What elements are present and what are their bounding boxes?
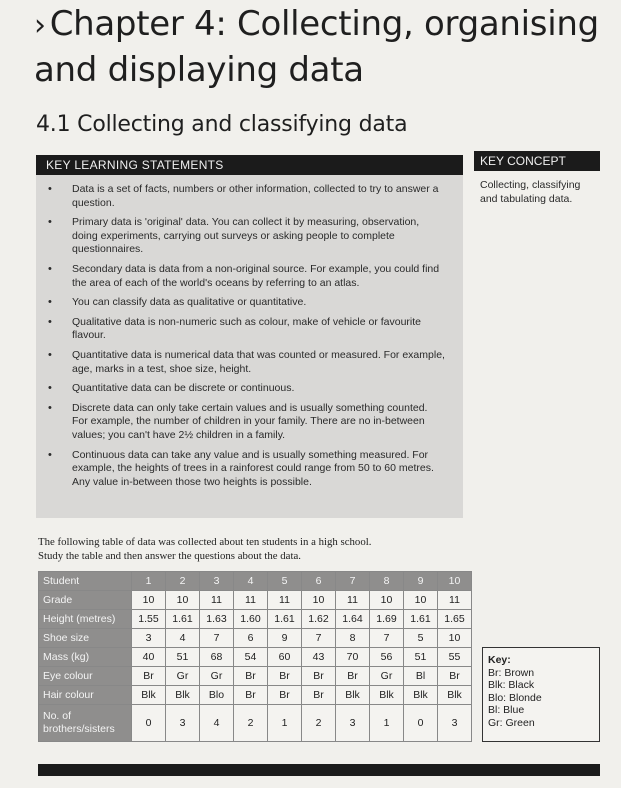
- table-cell: 1.55: [132, 610, 166, 629]
- list-item: • Primary data is 'original' data. You can collect it by measuring, observation, doing experiments, carrying out surveys or asking people to complete questionnaires.: [60, 216, 445, 257]
- table-cell: Gr: [370, 667, 404, 686]
- table-row: [39, 591, 472, 610]
- table-cell: 10: [302, 591, 336, 610]
- table-cell: 1.63: [200, 610, 234, 629]
- key-learning-box: [36, 155, 463, 518]
- table-cell: 3: [132, 629, 166, 648]
- table-cell: 8: [336, 629, 370, 648]
- row-label: Shoe size: [39, 629, 132, 648]
- table-row: [39, 610, 472, 629]
- table-cell: 40: [132, 648, 166, 667]
- table-cell: 4: [234, 572, 268, 591]
- table-cell: 43: [302, 648, 336, 667]
- table-cell: Gr: [200, 667, 234, 686]
- table-cell: 60: [268, 648, 302, 667]
- row-label: Height (metres): [39, 610, 132, 629]
- chapter-title-line2: and displaying data: [34, 50, 364, 90]
- table-cell: 1.60: [234, 610, 268, 629]
- table-cell: 70: [336, 648, 370, 667]
- table-cell: 0: [404, 705, 438, 742]
- table-cell: 4: [166, 629, 200, 648]
- table-cell: 1.62: [302, 610, 336, 629]
- table-cell: 1.65: [438, 610, 472, 629]
- table-cell: 10: [438, 629, 472, 648]
- key-entry: Gr: Green: [488, 716, 535, 729]
- key-legend: [482, 647, 600, 742]
- footer-bar: [38, 764, 600, 776]
- table-cell: 11: [336, 591, 370, 610]
- table-cell: 5: [404, 629, 438, 648]
- table-cell: 3: [336, 705, 370, 742]
- table-cell: Blk: [404, 686, 438, 705]
- table-cell: 1.61: [166, 610, 200, 629]
- table-cell: 1: [370, 705, 404, 742]
- list-item: • Secondary data is data from a non-original source. For example, you could find the area of each of the world's oceans by referring to an atlas.: [60, 263, 445, 290]
- key-concept-heading: KEY CONCEPT: [474, 151, 600, 171]
- list-item: • Data is a set of facts, numbers or other information, collected to try to answer a question.: [60, 183, 445, 210]
- key-title: Key:: [488, 654, 511, 666]
- table-cell: Br: [234, 686, 268, 705]
- table-cell: Br: [438, 667, 472, 686]
- table-cell: 51: [404, 648, 438, 667]
- table-cell: Blk: [132, 686, 166, 705]
- list-item: • Quantitative data is numerical data that was counted or measured. For example, age, marks in a test, shoe size, height.: [60, 349, 445, 376]
- table-cell: 3: [166, 705, 200, 742]
- intro-line1: The following table of data was collected about ten students in a high school.: [38, 536, 372, 548]
- chapter-title: [34, 2, 614, 92]
- table-cell: 3: [200, 572, 234, 591]
- row-label: Grade: [39, 591, 132, 610]
- table-cell: 2: [234, 705, 268, 742]
- table-cell: 3: [438, 705, 472, 742]
- table-intro: [38, 536, 468, 563]
- table-cell: 56: [370, 648, 404, 667]
- table-cell: 1.61: [404, 610, 438, 629]
- table-cell: Blk: [438, 686, 472, 705]
- table-cell: Gr: [166, 667, 200, 686]
- table-cell: Br: [336, 667, 370, 686]
- table-cell: 10: [438, 572, 472, 591]
- table-cell: 10: [132, 591, 166, 610]
- table-cell: 1.69: [370, 610, 404, 629]
- student-data-table: [38, 571, 472, 742]
- key-concept-text: Collecting, classifying and tabulating data.: [480, 179, 581, 205]
- table-cell: 7: [302, 629, 336, 648]
- key-learning-list: [36, 175, 463, 489]
- row-label: Hair colour: [39, 686, 132, 705]
- table-cell: 1.64: [336, 610, 370, 629]
- table-cell: Br: [234, 667, 268, 686]
- table-cell: 68: [200, 648, 234, 667]
- table-cell: 0: [132, 705, 166, 742]
- table-cell: 1: [268, 705, 302, 742]
- table-cell: 55: [438, 648, 472, 667]
- table-row: [39, 629, 472, 648]
- table-cell: 4: [200, 705, 234, 742]
- table-cell: 11: [438, 591, 472, 610]
- table-cell: 1: [132, 572, 166, 591]
- table-cell: 10: [166, 591, 200, 610]
- key-entry: Bl: Blue: [488, 704, 525, 717]
- key-entry: Blo: Blonde: [488, 691, 542, 704]
- table-cell: 10: [370, 591, 404, 610]
- table-cell: 2: [302, 705, 336, 742]
- table-cell: 11: [200, 591, 234, 610]
- key-entry: Blk: Black: [488, 679, 535, 692]
- table-cell: Blk: [370, 686, 404, 705]
- table-cell: 1.61: [268, 610, 302, 629]
- key-entry: Br: Brown: [488, 666, 535, 679]
- table-cell: Blk: [336, 686, 370, 705]
- table-cell: 6: [302, 572, 336, 591]
- table-cell: Blk: [166, 686, 200, 705]
- table-cell: 9: [268, 629, 302, 648]
- row-label: Mass (kg): [39, 648, 132, 667]
- intro-line2: Study the table and then answer the questions about the data.: [38, 549, 301, 562]
- table-cell: 54: [234, 648, 268, 667]
- chevron-right-icon: ›: [34, 8, 46, 43]
- table-cell: 11: [234, 591, 268, 610]
- table-cell: Br: [132, 667, 166, 686]
- table-cell: Br: [302, 667, 336, 686]
- list-item: • Continuous data can take any value and is usually something measured. For example, the heights of trees in a rainforest could range from 50 to 60 metres. Any value in-between those two heights is possible.: [60, 449, 445, 490]
- chapter-title-line1: Chapter 4: Collecting, organising: [49, 4, 599, 44]
- key-learning-heading: KEY LEARNING STATEMENTS: [36, 155, 463, 175]
- table-cell: 51: [166, 648, 200, 667]
- table-cell: Br: [302, 686, 336, 705]
- list-item: • Discrete data can only take certain values and is usually something counted. For example, the number of children in your family. There are no in-between values; you can't have 2½ children in a family.: [60, 402, 445, 443]
- row-label: No. of brothers/sisters: [39, 705, 132, 742]
- table-cell: 11: [268, 591, 302, 610]
- table-cell: Br: [268, 667, 302, 686]
- list-item: • Qualitative data is non-numeric such as colour, make of vehicle or favourite flavour.: [60, 316, 445, 343]
- table-cell: Br: [268, 686, 302, 705]
- table-cell: 6: [234, 629, 268, 648]
- table-cell: 2: [166, 572, 200, 591]
- row-label: Eye colour: [39, 667, 132, 686]
- table-row: [39, 686, 472, 705]
- table-cell: 8: [370, 572, 404, 591]
- table-cell: 9: [404, 572, 438, 591]
- table-cell: 7: [200, 629, 234, 648]
- list-item: • Quantitative data can be discrete or continuous.: [60, 382, 445, 396]
- section-title: 4.1 Collecting and classifying data: [36, 112, 408, 137]
- row-label: Student: [39, 572, 132, 591]
- table-cell: Blo: [200, 686, 234, 705]
- table-row: [39, 705, 472, 742]
- table-cell: Bl: [404, 667, 438, 686]
- list-item: • You can classify data as qualitative or quantitative.: [60, 296, 445, 310]
- table-cell: 5: [268, 572, 302, 591]
- table-cell: 7: [336, 572, 370, 591]
- table-cell: 7: [370, 629, 404, 648]
- table-row: [39, 648, 472, 667]
- table-row: [39, 667, 472, 686]
- table-row: [39, 572, 472, 591]
- table-cell: 10: [404, 591, 438, 610]
